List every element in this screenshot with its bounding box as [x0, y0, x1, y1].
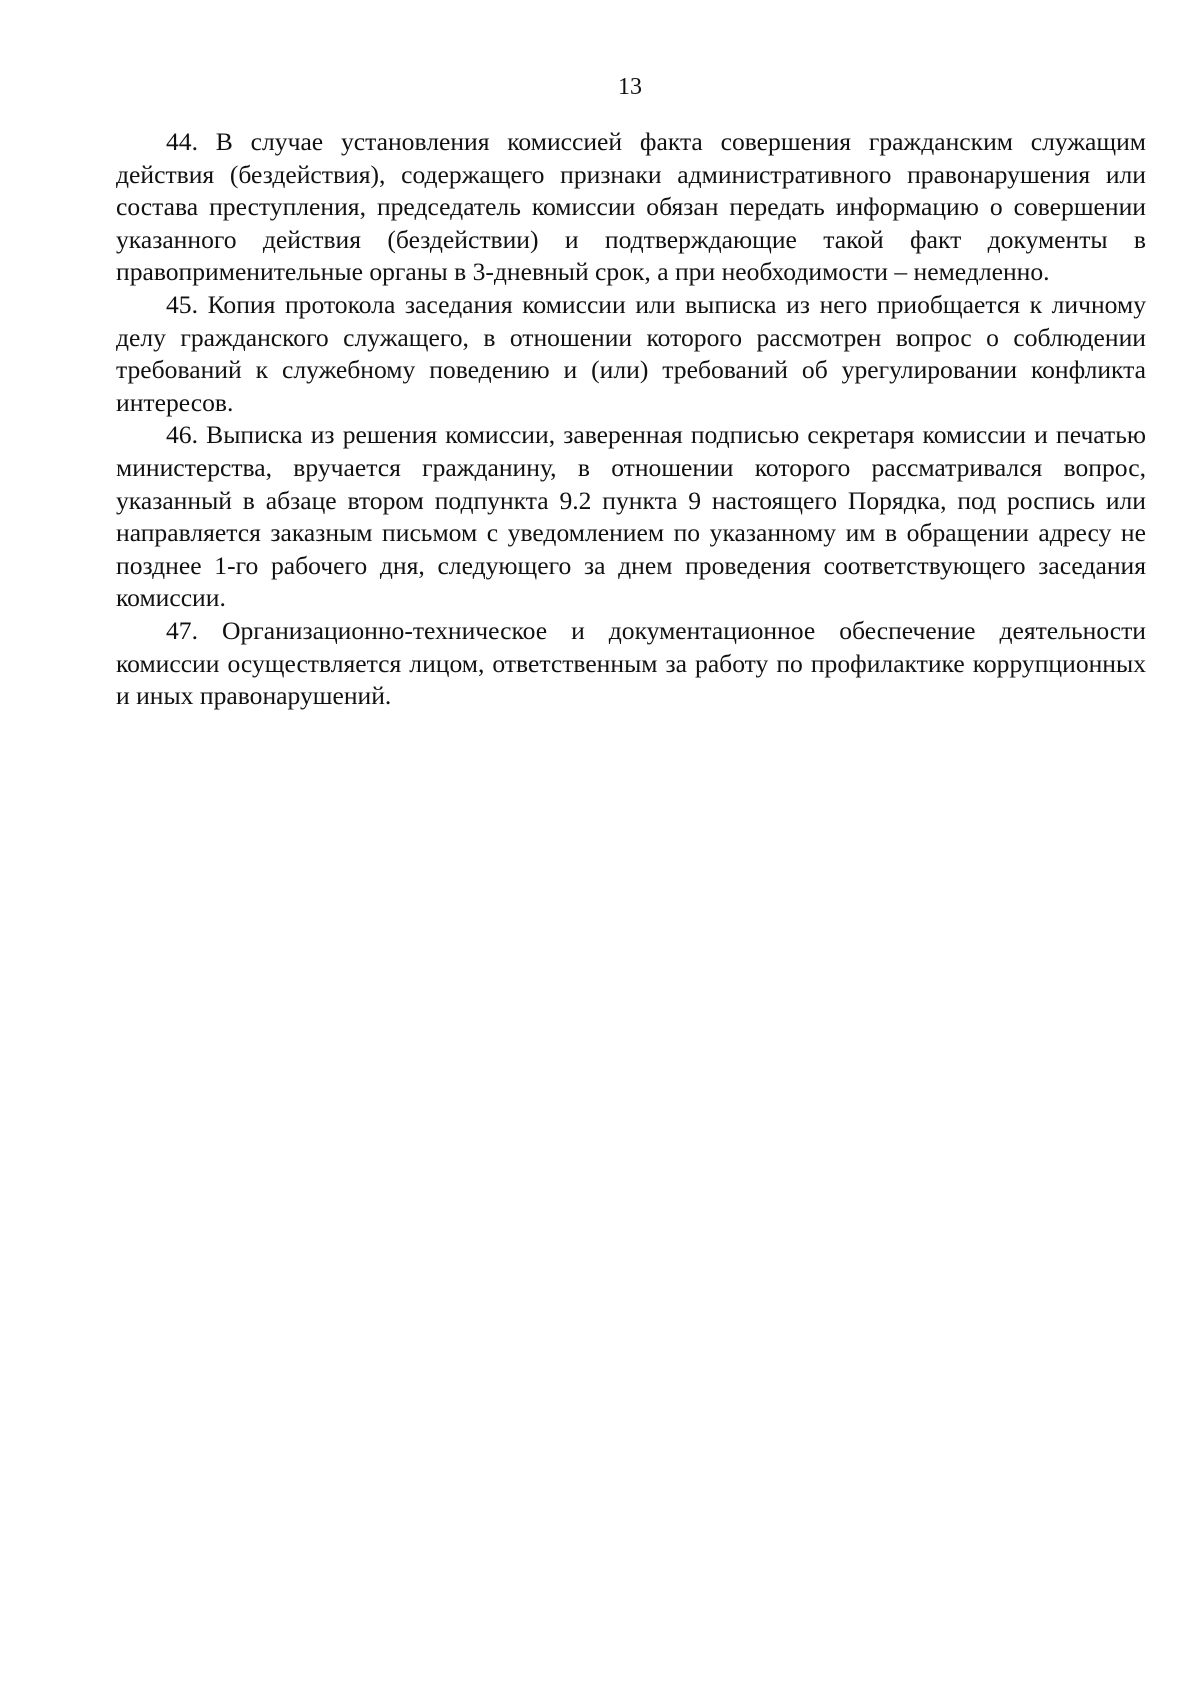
document-body: [116, 126, 1146, 713]
paragraph-47: 47. Организационно-техническое и документационное обеспечение деятельности комиссии осуществляется лицом, ответственным за работу по профилактике коррупционных и иных правонарушений.: [116, 615, 1146, 711]
page-number: 13: [618, 74, 642, 100]
paragraph-44: 44. В случае установления комиссией факта совершения гражданским служащим действия (бездействия), содержащего признаки административного правонарушения или состава преступления, председатель комиссии обязан передать информацию о совершении указанного действия (бездействии) и подтверждающие такой факт документы в правоприменительные органы в 3-дневный срок, а при необходимости – немедленно.: [116, 127, 1146, 287]
paragraph-46: 46. Выписка из решения комиссии, заверенная подписью секретаря комиссии и печатью министерства, вручается гражданину, в отношении которого рассматривался вопрос, указанный в абзаце втором подпункта 9.2 пункта 9 настоящего Порядка, под роспись или направляется заказным письмом с уведомлением по указанному им в обращении адресу не позднее 1-го рабочего дня, следующего за днем проведения соответствующего заседания комиссии.: [116, 420, 1146, 613]
paragraph-45: 45. Копия протокола заседания комиссии или выписка из него приобщается к личному делу гражданского служащего, в отношении которого рассмотрен вопрос о соблюдении требований к служебному поведению и (или) требований об урегулировании конфликта интересов.: [116, 289, 1146, 417]
